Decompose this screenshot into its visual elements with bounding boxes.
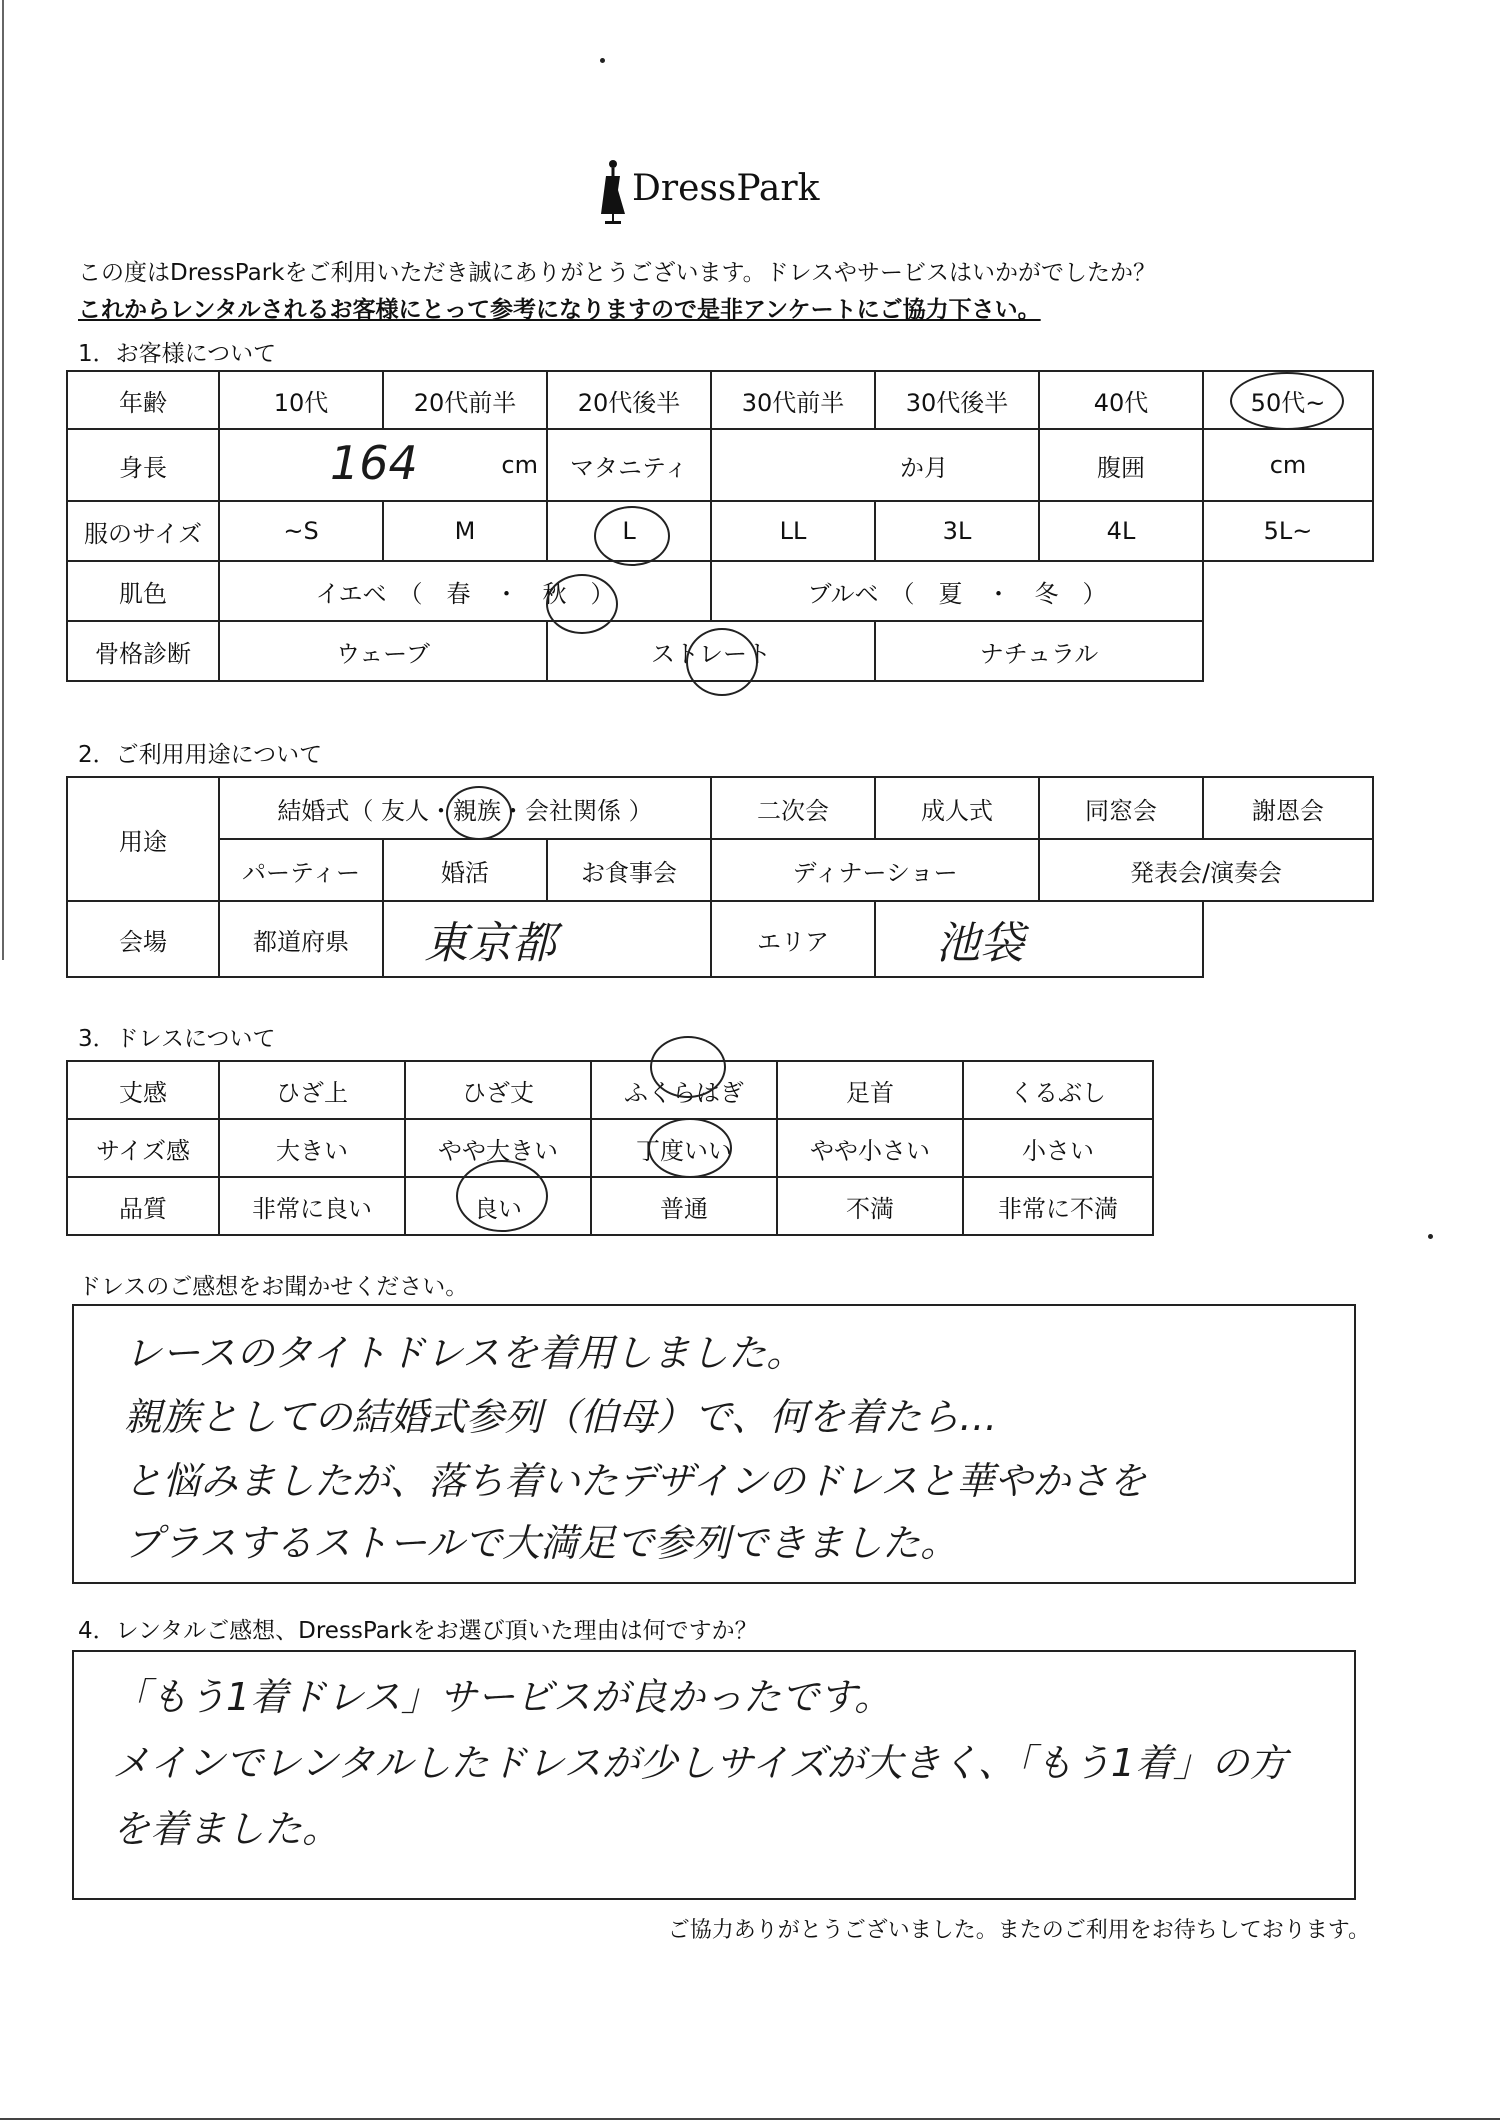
size-option[interactable]: 5L~ (1203, 501, 1373, 561)
skin-label: 肌色 (67, 561, 219, 621)
venue-label: 会場 (67, 901, 219, 977)
length-option-selected[interactable]: ふくらはぎ (591, 1061, 777, 1119)
age-option-selected[interactable]: 50代~ (1203, 371, 1373, 429)
brand-logo (598, 158, 858, 228)
height-unit: cm (501, 451, 538, 479)
skin-row (67, 561, 1373, 621)
months-unit: か月 (900, 453, 948, 482)
scan-bottom-line (0, 2118, 1500, 2120)
use-label: 用途 (67, 777, 219, 901)
impression-label: ドレスのご感想をお聞かせください。 (78, 1274, 469, 1300)
quality-option[interactable]: 非常に不満 (963, 1177, 1153, 1235)
section-4-title: 4．レンタルご感想、DressParkをお選び頂いた理由は何ですか？ (78, 1618, 758, 1644)
use-option[interactable]: ディナーショー (711, 839, 1039, 901)
height-label: 身長 (67, 429, 219, 501)
impression-line: と悩みましたが、落ち着いたデザインのドレスと華やかさを (124, 1459, 1147, 1503)
quality-option-selected[interactable]: 良い (405, 1177, 591, 1235)
size-row (67, 501, 1373, 561)
quality-option[interactable]: 非常に良い (219, 1177, 405, 1235)
height-value: 164 (330, 436, 418, 490)
quality-option[interactable]: 不満 (777, 1177, 963, 1235)
scan-speck (600, 58, 605, 63)
impression-line: プラスするストールで大満足で参列できました。 (124, 1521, 959, 1565)
reason-box[interactable] (72, 1650, 1356, 1900)
intro-line-2: これからレンタルされるお客様にとって参考になりますので是非アンケートにご協力下さい。 (78, 297, 1041, 323)
impression-line: レースのタイトドレスを着用しました。 (124, 1331, 805, 1375)
section-1-title: 1．お客様について (78, 341, 277, 367)
age-option[interactable]: 20代前半 (383, 371, 547, 429)
skin-blue-option[interactable]: ブルベ （ 夏 ・ 冬 ） (711, 561, 1203, 621)
impression-box[interactable] (72, 1304, 1356, 1584)
size-option[interactable]: 4L (1039, 501, 1203, 561)
skin-yellow-option[interactable]: イエベ （ 春 ・ 秋 ） (219, 561, 711, 621)
use-option[interactable]: お食事会 (547, 839, 711, 901)
height-field[interactable] (219, 429, 547, 501)
wedding-option[interactable]: 結婚式（ 友人・親族・会社関係 ） (219, 777, 711, 839)
dress-table (66, 1060, 1154, 1236)
length-option[interactable]: 足首 (777, 1061, 963, 1119)
maternity-label: マタニティ (547, 429, 711, 501)
quality-label: 品質 (67, 1177, 219, 1235)
scan-edge-line (2, 0, 4, 960)
use-option[interactable]: 謝恩会 (1203, 777, 1373, 839)
maternity-field[interactable] (711, 429, 1039, 501)
pref-value: 東京都 (424, 918, 556, 969)
length-option[interactable]: ひざ丈 (405, 1061, 591, 1119)
section-3-title: 3．ドレスについて (78, 1026, 276, 1052)
size-option-selected[interactable]: L (547, 501, 711, 561)
pref-label: 都道府県 (219, 901, 383, 977)
body-option-selected[interactable]: ストレート (547, 621, 875, 681)
use-option[interactable]: 発表会/演奏会 (1039, 839, 1373, 901)
reason-line: を着ました。 (112, 1807, 341, 1851)
age-option[interactable]: 20代後半 (547, 371, 711, 429)
use-option[interactable]: 同窓会 (1039, 777, 1203, 839)
impression-line: 親族としての結婚式参列（伯母）で、何を着たら… (124, 1395, 998, 1439)
length-label: 丈感 (67, 1061, 219, 1119)
brand-name: DressPark (632, 168, 820, 209)
area-value: 池袋 (936, 918, 1025, 969)
use-option[interactable]: パーティー (219, 839, 383, 901)
age-option[interactable]: 40代 (1039, 371, 1203, 429)
size-label: 服のサイズ (67, 501, 219, 561)
size-option[interactable]: M (383, 501, 547, 561)
area-label: エリア (711, 901, 875, 977)
age-row (67, 371, 1373, 429)
length-option[interactable]: ひざ上 (219, 1061, 405, 1119)
area-field[interactable] (875, 901, 1203, 977)
intro-line-1: この度はDressParkをご利用いただき誠にありがとうございます。ドレスやサービスはいかがでしたか？ (78, 260, 1156, 286)
customer-table (66, 370, 1374, 682)
age-label: 年齢 (67, 371, 219, 429)
body-row (67, 621, 1373, 681)
section-2-title: 2．ご利用用途について (78, 742, 323, 768)
size-option[interactable]: LL (711, 501, 875, 561)
footer-thanks: ご協力ありがとうございました。またのご利用をお待ちしております。 (667, 1918, 1370, 1943)
waist-field[interactable] (1203, 429, 1373, 501)
dress-mannequin-icon (598, 158, 628, 228)
waist-unit: cm (1269, 451, 1307, 479)
use-option[interactable]: 二次会 (711, 777, 875, 839)
size-option[interactable]: ~S (219, 501, 383, 561)
age-option[interactable]: 10代 (219, 371, 383, 429)
pref-field[interactable] (383, 901, 711, 977)
body-option[interactable]: ウェーブ (219, 621, 547, 681)
body-label: 骨格診断 (67, 621, 219, 681)
use-option[interactable]: 婚活 (383, 839, 547, 901)
waist-label: 腹囲 (1039, 429, 1203, 501)
use-option[interactable]: 成人式 (875, 777, 1039, 839)
age-option[interactable]: 30代前半 (711, 371, 875, 429)
scan-speck (1428, 1234, 1433, 1239)
fit-option[interactable]: やや小さい (777, 1119, 963, 1177)
age-option[interactable]: 30代後半 (875, 371, 1039, 429)
size-option[interactable]: 3L (875, 501, 1039, 561)
fit-option-selected[interactable]: 丁度いい (591, 1119, 777, 1177)
quality-option[interactable]: 普通 (591, 1177, 777, 1235)
reason-line: メインでレンタルしたドレスが少しサイズが大きく、「もう1着」の方 (112, 1741, 1288, 1785)
fit-option[interactable]: やや大きい (405, 1119, 591, 1177)
reason-line: 「もう1着ドレス」サービスが良かったです。 (112, 1675, 892, 1719)
fit-label: サイズ感 (67, 1119, 219, 1177)
body-option[interactable]: ナチュラル (875, 621, 1203, 681)
usage-table (66, 776, 1374, 978)
length-option[interactable]: くるぶし (963, 1061, 1153, 1119)
height-row (67, 429, 1373, 501)
fit-option[interactable]: 小さい (963, 1119, 1153, 1177)
fit-option[interactable]: 大きい (219, 1119, 405, 1177)
